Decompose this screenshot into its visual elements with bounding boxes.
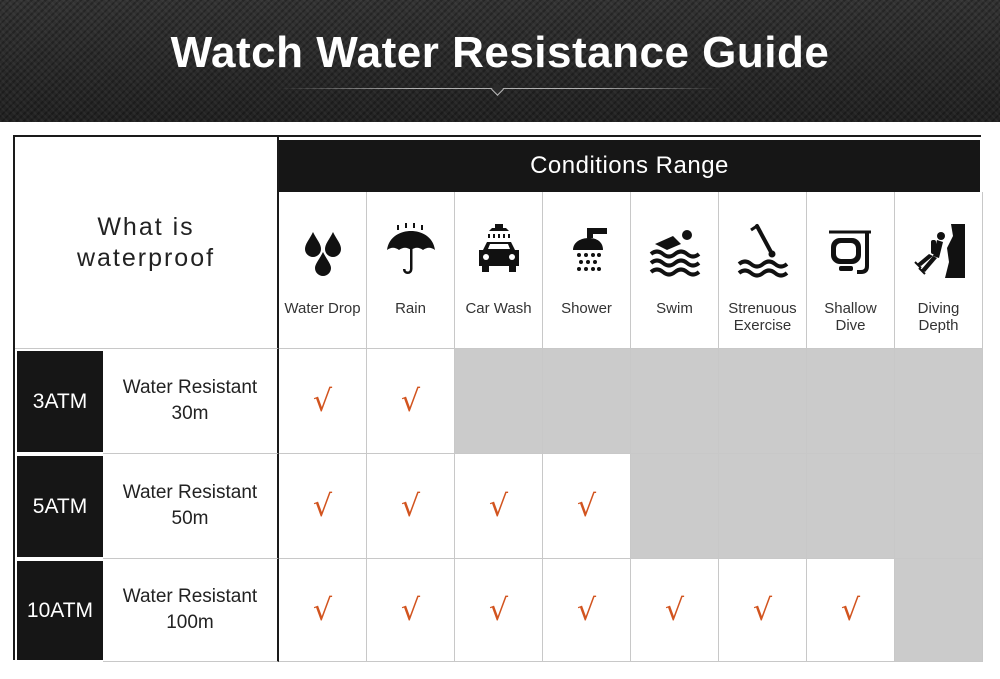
diver-jump-icon xyxy=(735,222,791,278)
unsupported-cell xyxy=(807,454,895,559)
unsupported-cell xyxy=(543,349,631,454)
unsupported-cell xyxy=(895,349,983,454)
check-mark: √ xyxy=(719,559,807,662)
condition-label-word: Depth xyxy=(918,317,959,334)
corner-line-2: waterproof xyxy=(76,243,216,272)
snorkel-mask-icon xyxy=(823,222,879,278)
description-line-1: Water Resistant xyxy=(122,482,258,503)
condition-header-shallow-dive xyxy=(807,192,895,349)
description-line-2: 100m xyxy=(166,612,214,633)
description-line-1: Water Resistant xyxy=(122,377,258,398)
check-mark: √ xyxy=(279,349,367,454)
condition-label-word: Strenuous xyxy=(728,300,797,317)
condition-label xyxy=(807,300,894,334)
unsupported-cell xyxy=(895,454,983,559)
unsupported-cell xyxy=(719,454,807,559)
swimmer-icon xyxy=(647,222,703,278)
check-mark: √ xyxy=(543,454,631,559)
umbrella-rain-icon xyxy=(383,222,439,278)
rating-3atm: 3ATM xyxy=(15,349,103,454)
condition-header-strenuous-exercise xyxy=(719,192,807,349)
condition-header-water-drop xyxy=(279,192,367,349)
rating-10atm: 10ATM xyxy=(15,559,103,662)
condition-header-car-wash xyxy=(455,192,543,349)
corner-line-1: What is xyxy=(97,212,195,241)
description-line-1: Water Resistant xyxy=(122,586,258,607)
condition-header-rain xyxy=(367,192,455,349)
rating-description xyxy=(103,349,279,454)
conditions-range-header: Conditions Range xyxy=(279,137,983,192)
condition-header-diving-depth xyxy=(895,192,983,349)
check-mark: √ xyxy=(367,349,455,454)
condition-label-word: Shallow xyxy=(824,300,877,317)
condition-label xyxy=(719,300,806,334)
condition-label: Swim xyxy=(656,300,693,317)
condition-header-shower xyxy=(543,192,631,349)
condition-label: Car Wash xyxy=(465,300,532,317)
description-line-2: 50m xyxy=(171,508,209,529)
condition-label: Water Drop xyxy=(284,300,361,317)
rating-5atm: 5ATM xyxy=(15,454,103,559)
unsupported-cell xyxy=(631,454,719,559)
check-mark: √ xyxy=(279,559,367,662)
condition-label: Shower xyxy=(561,300,612,317)
condition-header-swim xyxy=(631,192,719,349)
check-mark: √ xyxy=(807,559,895,662)
check-mark: √ xyxy=(631,559,719,662)
check-mark: √ xyxy=(367,454,455,559)
unsupported-cell xyxy=(631,349,719,454)
description-line-2: 30m xyxy=(171,403,209,424)
condition-label: Rain xyxy=(395,300,426,317)
condition-label-word: Exercise xyxy=(733,317,792,334)
shower-icon xyxy=(559,222,615,278)
unsupported-cell xyxy=(895,559,983,662)
check-mark: √ xyxy=(455,454,543,559)
unsupported-cell xyxy=(807,349,895,454)
scuba-diver-icon xyxy=(911,222,967,278)
condition-label-word: Diving xyxy=(917,300,960,317)
unsupported-cell xyxy=(455,349,543,454)
rating-description xyxy=(103,454,279,559)
divider-notch xyxy=(491,83,504,96)
corner-header xyxy=(15,137,279,349)
title-banner xyxy=(0,0,1000,122)
check-mark: √ xyxy=(279,454,367,559)
check-mark: √ xyxy=(543,559,631,662)
water-resistance-table xyxy=(13,135,981,660)
condition-label-word: Dive xyxy=(835,317,866,334)
check-mark: √ xyxy=(455,559,543,662)
rating-description xyxy=(103,559,279,662)
unsupported-cell xyxy=(719,349,807,454)
check-mark: √ xyxy=(367,559,455,662)
water-drop-icon xyxy=(295,222,351,278)
condition-label xyxy=(895,300,982,334)
car-wash-icon xyxy=(471,222,527,278)
page-title: Watch Water Resistance Guide xyxy=(170,28,830,77)
